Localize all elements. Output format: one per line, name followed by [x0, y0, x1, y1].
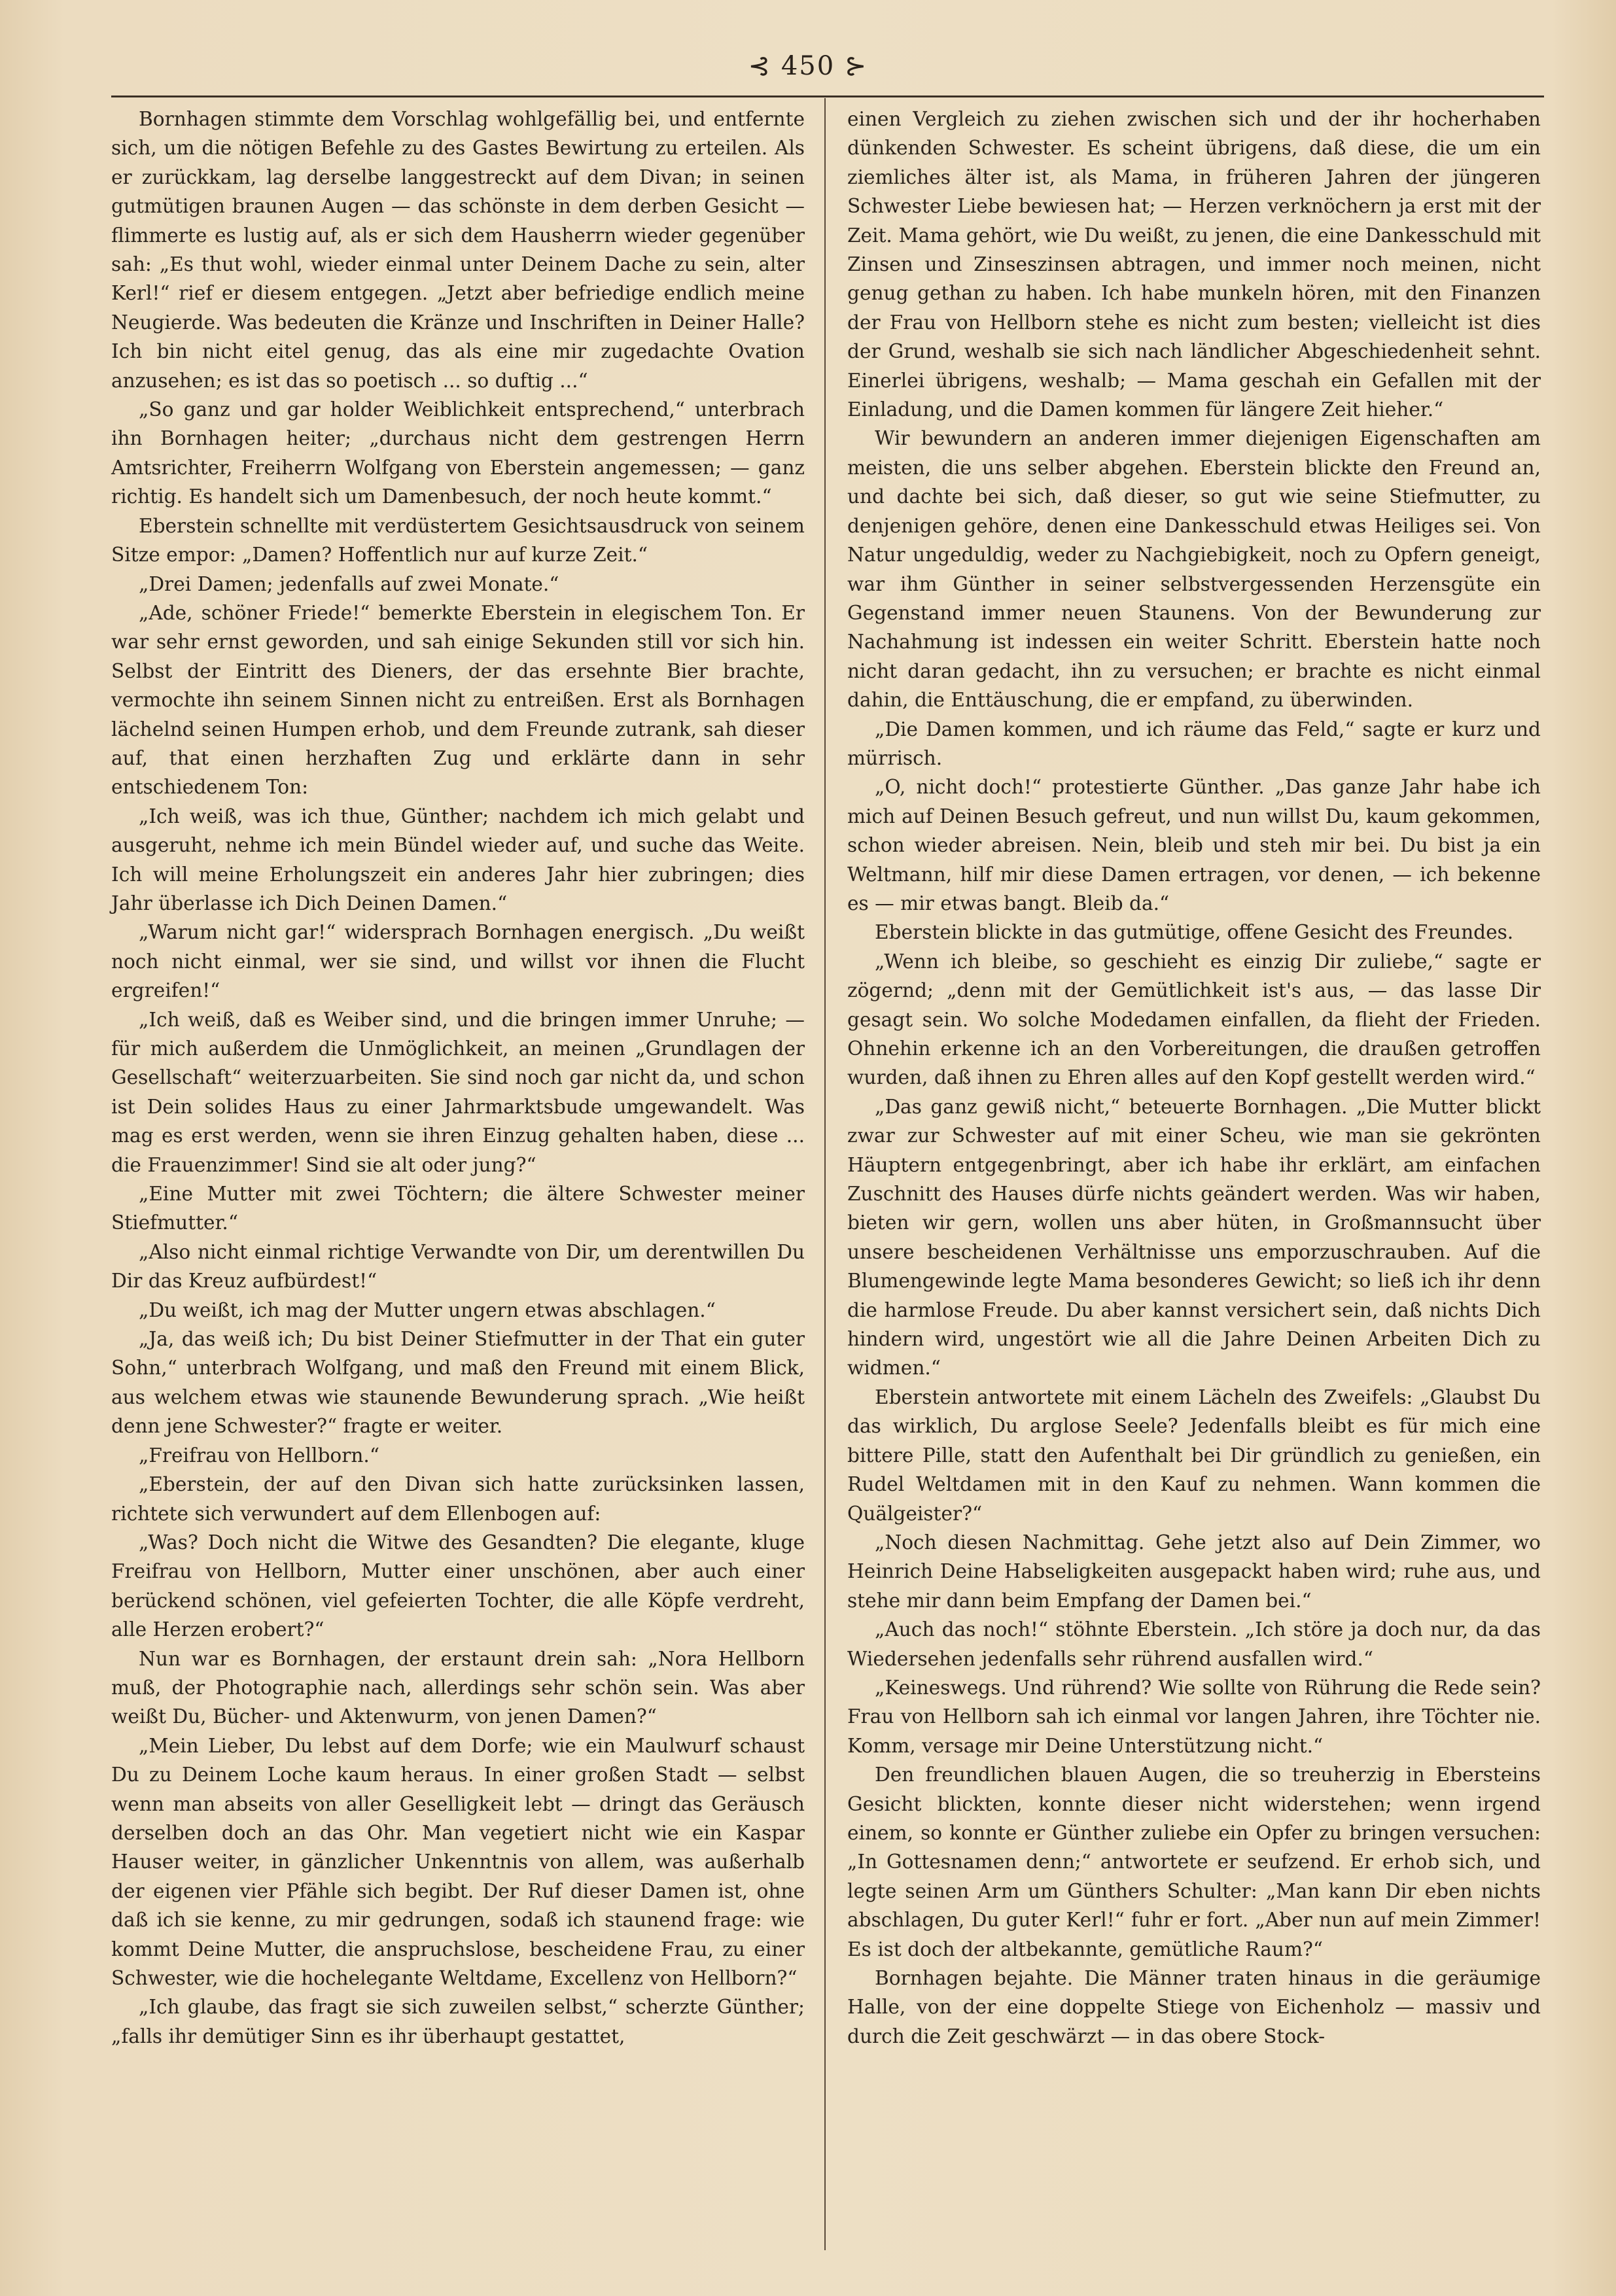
- paragraph: „Noch diesen Nachmittag. Gehe jetzt also auf Dein Zimmer, wo Heinrich Deine Habseligkeiten ausgepackt haben wird; ruhe aus, und stehe mir dann beim Empfang der Damen bei.“: [847, 1531, 1541, 1612]
- page-number: ⊰ 450 ⊱: [748, 51, 868, 81]
- paragraph: Bornhagen stimmte dem Vorschlag wohlgefällig bei, und entfernte sich, um die nötigen Befehle zu des Gastes Bewirtung zu erteilen. Als er zurückkam, lag derselbe langgestreckt auf dem Divan; in seinen gutmütigen braunen Augen — das schönste in dem derben Gesicht — flimmerte es lustig auf, als er sich dem Hausherrn wieder gegenüber sah: „Es thut wohl, wieder einmal unter Deinem Dache zu sein, alter Kerl!“ rief er diesem entgegen. „Jetzt aber befriedige endlich meine Neugierde. Was bedeuten die Kränze und Inschriften in Deiner Halle? Ich bin nicht eitel genug, das als eine mir zugedachte Ovation anzusehen; es ist das so poetisch ... so duftig ...“: [111, 108, 805, 392]
- paragraph: „Also nicht einmal richtige Verwandte von Dir, um derentwillen Du Dir das Kreuz aufbürdest!“: [111, 1240, 805, 1293]
- paragraph: „Eberstein, der auf den Divan sich hatte zurücksinken lassen, richtete sich verwundert auf dem Ellenbogen auf:: [111, 1473, 805, 1525]
- column-divider: [824, 98, 826, 2250]
- paragraph: Eberstein schnellte mit verdüstertem Gesichtsausdruck von seinem Sitze empor: „Damen? Hoffentlich nur auf kurze Zeit.“: [111, 514, 805, 566]
- paragraph: „Die Damen kommen, und ich räume das Feld,“ sagte er kurz und mürrisch.: [847, 718, 1541, 769]
- paragraph: Eberstein antwortete mit einem Lächeln des Zweifels: „Glaubst Du das wirklich, Du arglose Seele? Jedenfalls bleibt es für mich eine bittere Pille, statt den Aufenthalt bei Dir gründlich zu genießen, ein Rudel Weltdamen mit in den Kauf zu nehmen. Wann kommen die Quälgeister?“: [847, 1385, 1541, 1525]
- paragraph: „Du weißt, ich mag der Mutter ungern etwas abschlagen.“: [139, 1298, 716, 1321]
- paragraph: „Was? Doch nicht die Witwe des Gesandten? Die elegante, kluge Freifrau von Hellborn, Mutter einer unschönen, aber auch einer berückend schönen, viel gefeierten Tochter, die alle Köpfe verdreht, alle Herzen erobert?“: [111, 1531, 805, 1641]
- paragraph: „Warum nicht gar!“ widersprach Bornhagen energisch. „Du weißt noch nicht einmal, wer sie sind, und willst vor ihnen die Flucht ergreifen!“: [111, 921, 805, 1002]
- paragraph: „Ich weiß, daß es Weiber sind, und die bringen immer Unruhe; — für mich außerdem die Unmöglichkeit, an meinen „Grundlagen der Gesellschaft“ weiterzuarbeiten. Sie sind noch gar nicht da, und schon ist Dein solides Haus zu einer Jahrmarktsbude umgewandelt. Was mag es erst werden, wenn sie ihren Einzug gehalten haben, diese ... die Frauenzimmer! Sind sie alt oder jung?“: [111, 1008, 805, 1176]
- paragraph: „Wenn ich bleibe, so geschieht es einzig Dir zuliebe,“ sagte er zögernd; „denn mit der Gemütlichkeit ist's aus, — das lasse Dir gesagt sein. Wo solche Modedamen einfallen, da flieht der Frieden. Ohnehin erkenne ich an den Vorbereitungen, die draußen getroffen wurden, daß ihnen zu Ehren alles auf den Kopf gestellt werden wird.“: [847, 950, 1541, 1089]
- paragraph: „Ja, das weiß ich; Du bist Deiner Stiefmutter in der That ein guter Sohn,“ unterbrach Wolfgang, und maß den Freund mit einem Blick, aus welchem etwas wie staunende Bewunderung sprach. „Wie heißt denn jene Schwester?“ fragte er weiter.: [111, 1328, 805, 1438]
- paragraph: Wir bewundern an anderen immer diejenigen Eigenschaften am meisten, die uns selber abgehen. Eberstein blickte den Freund an, und dachte bei sich, daß dieser, so gut wie seine Stiefmutter, zu denjenigen gehöre, denen eine Dankesschuld etwas Heiliges sei. Von Natur ungeduldig, weder zu Nachgiebigkeit, noch zu Opfern geneigt, war ihm Günther in seiner selbstvergessenden Herzensgüte ein Gegenstand immer neuen Staunens. Von der Bewunderung zur Nachahmung ist indessen ein weiter Schritt. Eberstein hatte noch nicht daran gedacht, ihn zu versuchen; er brachte es nicht einmal dahin, die Enttäuschung, die er empfand, zu überwinden.: [847, 427, 1541, 712]
- header-rule: [111, 96, 1544, 97]
- paragraph: „So ganz und gar holder Weiblichkeit entsprechend,“ unterbrach ihn Bornhagen heiter; „durchaus nicht dem gestrengen Herrn Amtsrichter, Freiherrn Wolfgang von Eberstein angemessen; — ganz richtig. Es handelt sich um Damenbesuch, der noch heute kommt.“: [111, 398, 805, 508]
- right-column: [847, 105, 1541, 2051]
- paragraph: „Auch das noch!“ stöhnte Eberstein. „Ich störe ja doch nur, da das Wiedersehen jedenfalls sehr rührend ausfallen wird.“: [847, 1618, 1541, 1670]
- paragraph: Eberstein blickte in das gutmütige, offene Gesicht des Freundes.: [875, 921, 1514, 944]
- paragraph: Bornhagen bejahte. Die Männer traten hinaus in die geräumige Halle, von der eine doppelte Stiege von Eichenholz — massiv und durch die Zeit geschwärzt — in das obere Stock-: [847, 1967, 1541, 2047]
- paragraph: „Eine Mutter mit zwei Töchtern; die ältere Schwester meiner Stiefmutter.“: [111, 1183, 805, 1234]
- paragraph: „Drei Damen; jedenfalls auf zwei Monate.“: [139, 572, 559, 595]
- paragraph: „Mein Lieber, Du lebst auf dem Dorfe; wie ein Maulwurf schaust Du zu Deinem Loche kaum heraus. In einer großen Stadt — selbst wenn man abseits von aller Geselligkeit lebt — dringt das Geräusch derselben doch an das Ohr. Man vegetiert nicht wie ein Kaspar Hauser weiter, in gänzlicher Unkenntnis von allem, was außerhalb der eigenen vier Pfähle sich begibt. Der Ruf dieser Damen ist, ohne daß ich sie kenne, zu mir gedrungen, sodaß ich staunend frage: wie kommt Deine Mutter, die anspruchslose, bescheidene Frau, zu einer Schwester, wie die hochelegante Weltdame, Excellenz von Hellborn?“: [111, 1734, 805, 1989]
- paragraph: Nun war es Bornhagen, der erstaunt drein sah: „Nora Hellborn muß, der Photographie nach, allerdings sehr schön sein. Was aber weißt Du, Bücher- und Aktenwurm, von jenen Damen?“: [111, 1647, 805, 1728]
- paragraph: „Das ganz gewiß nicht,“ beteuerte Bornhagen. „Die Mutter blickt zwar zur Schwester auf mit einer Scheu, wie man sie gekrönten Häuptern entgegenbringt, aber ich habe ihr erklärt, am einfachen Zuschnitt des Hauses dürfe nichts geändert werden. Was wir haben, bieten wir gern, wollen uns aber hüten, in Großmannsucht über unsere bescheidenen Verhältnisse uns emporzuschrauben. Auf die Blumengewinde legte Mama besonderes Gewicht; so ließ ich ihr denn die harmlose Freude. Du aber kannst versichert sein, daß nichts Dich hindern wird, ungestört wie all die Jahre Deinen Arbeiten Dich zu widmen.“: [847, 1095, 1541, 1380]
- paragraph: „Freifrau von Hellborn.“: [139, 1444, 379, 1467]
- paragraph: Den freundlichen blauen Augen, die so treuherzig in Ebersteins Gesicht blickten, konnte dieser nicht widerstehen; wenn irgend einem, so konnte er Günther zuliebe ein Opfer zu bringen versuchen: „In Gottesnamen denn;“ antwortete er seufzend. Er erhob sich, und legte seinen Arm um Günthers Schulter: „Man kann Dir eben nichts abschlagen, Du guter Kerl!“ fuhr er fort. „Aber nun auf mein Zimmer! Es ist doch der altbekannte, gemütliche Raum?“: [847, 1764, 1541, 1960]
- paragraph: „Ade, schöner Friede!“ bemerkte Eberstein in elegischem Ton. Er war sehr ernst geworden, und sah einige Sekunden still vor sich hin. Selbst der Eintritt des Dieners, der das ersehnte Bier brachte, vermochte ihn seinem Sinnen nicht zu entreißen. Erst als Bornhagen lächelnd seinen Humpen erhob, und dem Freunde zutrank, sah dieser auf, that einen herzhaften Zug und erklärte dann in sehr entschiedenem Ton:: [111, 601, 805, 799]
- paragraph: „Ich weiß, was ich thue, Günther; nachdem ich mich gelabt und ausgeruht, nehme ich mein Bündel wieder auf, und suche das Weite. Ich will meine Erholungszeit ein anderes Jahr hier zubringen; dies Jahr überlasse ich Dich Deinen Damen.“: [111, 805, 805, 914]
- paragraph: „Keineswegs. Und rührend? Wie sollte von Rührung die Rede sein? Frau von Hellborn sah ich einmal vor langen Jahren, ihre Töchter nie. Komm, versage mir Deine Unterstützung nicht.“: [847, 1676, 1541, 1757]
- paragraph: „Ich glaube, das fragt sie sich zuweilen selbst,“ scherzte Günther; „falls ihr demütiger Sinn es ihr überhaupt gestattet,: [111, 1996, 805, 2047]
- left-column: [111, 105, 805, 2051]
- paragraph: „O, nicht doch!“ protestierte Günther. „Das ganze Jahr habe ich mich auf Deinen Besuch gefreut, und nun willst Du, kaum gekommen, schon wieder abreisen. Nein, bleib und steh mir bei. Du bist ja ein Weltmann, hilf mir diese Damen ertragen, vor denen, — ich bekenne es — mir etwas bangt. Bleib da.“: [847, 776, 1541, 914]
- paragraph: einen Vergleich zu ziehen zwischen sich und der ihr hocherhaben dünkenden Schwester. Es scheint übrigens, daß diese, die um ein ziemliches älter ist, als Mama, in früheren Jahren der jüngeren Schwester Liebe bewiesen hat; — Herzen verknöchern ja erst mit der Zeit. Mama gehört, wie Du weißt, zu jenen, die eine Dankesschuld mit Zinsen und Zinseszinsen abtragen, und immer noch meinen, nicht genug gethan zu haben. Ich habe munkeln hören, mit den Finanzen der Frau von Hellborn stehe es nicht zum besten; vielleicht ist dies der Grund, weshalb sie sich nach ländlicher Abgeschiedenheit sehnt. Einerlei übrigens, weshalb; — Mama geschah ein Gefallen mit der Einladung, und die Damen kommen für längere Zeit hieher.“: [847, 108, 1541, 421]
